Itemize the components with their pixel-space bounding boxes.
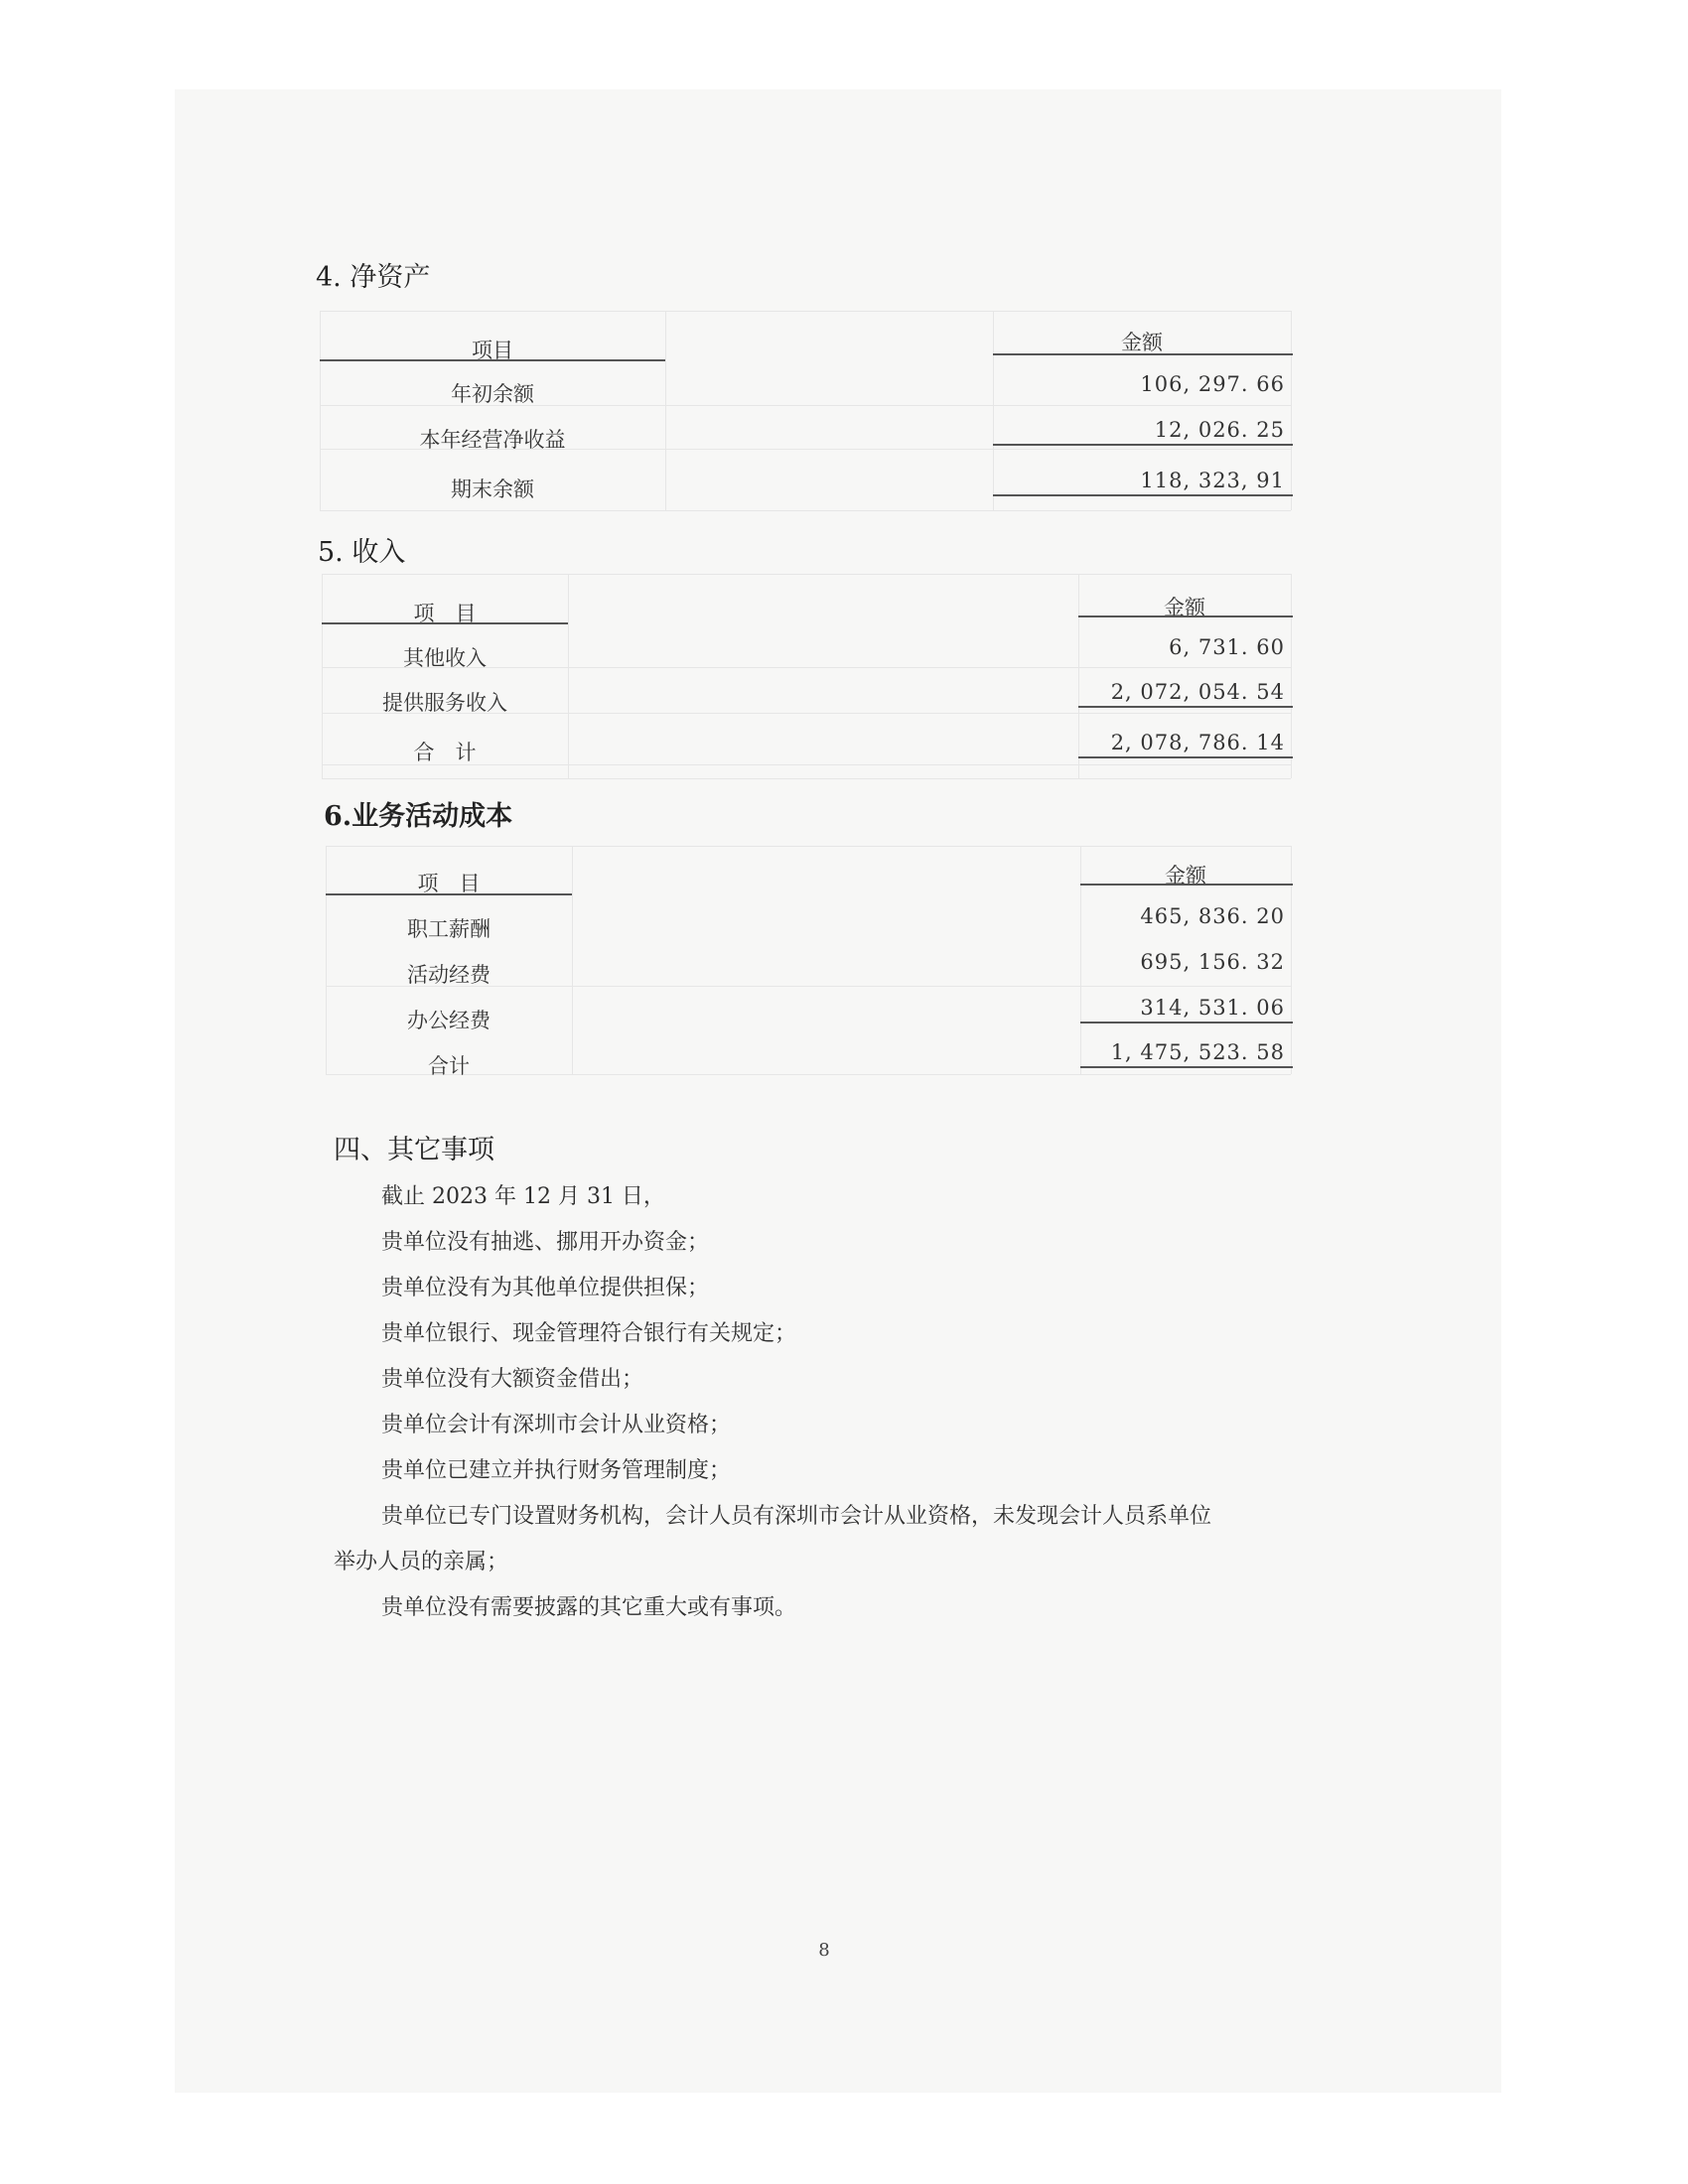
- paragraph-line: 贵单位没有大额资金借出；: [381, 1367, 644, 1392]
- header-underline: [1080, 884, 1293, 886]
- table-grid-line: [1291, 311, 1292, 510]
- total-underline: [1080, 1066, 1293, 1068]
- table-row-item: 合 计: [413, 741, 477, 764]
- table-row-amount: 695, 156. 32: [1140, 950, 1285, 974]
- subtotal-underline: [1078, 706, 1293, 708]
- table-grid-line: [568, 574, 569, 778]
- column-header-amount: 金额: [1121, 331, 1163, 354]
- section-title-cost: 6.业务活动成本: [324, 801, 513, 832]
- table-grid-line: [326, 846, 1291, 847]
- table-grid-line: [320, 311, 1291, 312]
- table-row-item: 职工薪酬: [407, 917, 491, 941]
- table-row-item: 办公经费: [407, 1009, 491, 1032]
- table-row-amount: 12, 026. 25: [1154, 418, 1285, 442]
- paragraph-line: 截止 2023 年 12 月 31 日，: [381, 1184, 665, 1209]
- paragraph-line: 贵单位没有需要披露的其它重大或有事项。: [381, 1595, 797, 1620]
- section-title-income: 5. 收入: [318, 537, 406, 568]
- table-grid-line: [1291, 574, 1292, 778]
- table-row-amount: 2, 072, 054. 54: [1110, 680, 1285, 704]
- table-grid-line: [1291, 846, 1292, 1074]
- paragraph-line: 贵单位没有为其他单位提供担保；: [381, 1276, 710, 1300]
- column-header-item: 项目: [472, 339, 513, 362]
- column-header-amount: 金额: [1164, 596, 1205, 619]
- header-underline: [320, 359, 665, 361]
- column-header-amount: 金额: [1165, 864, 1206, 887]
- total-underline: [993, 494, 1293, 496]
- table-row-item: 本年经营净收益: [419, 428, 566, 452]
- header-underline: [326, 893, 572, 895]
- table-row-amount: 6, 731. 60: [1169, 635, 1285, 659]
- subtotal-underline: [1080, 1022, 1293, 1024]
- table-row-amount: 465, 836. 20: [1140, 904, 1285, 928]
- table-row-amount: 1, 475, 523. 58: [1110, 1040, 1285, 1064]
- section-title-net-assets: 4. 净资产: [316, 262, 431, 293]
- section-title-other-matters: 四、其它事项: [334, 1135, 494, 1165]
- table-grid-line: [322, 778, 1291, 779]
- header-underline: [322, 622, 568, 624]
- paragraph-line: 贵单位没有抽逃、挪用开办资金；: [381, 1230, 710, 1255]
- paragraph-line: 贵单位银行、现金管理符合银行有关规定；: [381, 1321, 797, 1346]
- page-number: 8: [818, 1940, 830, 1961]
- table-row-item: 提供服务收入: [382, 691, 507, 715]
- table-grid-line: [572, 846, 573, 1074]
- table-grid-line: [322, 574, 1291, 575]
- paragraph-line: 贵单位已专门设置财务机构，会计人员有深圳市会计从业资格，未发现会计人员系单位: [381, 1504, 1212, 1529]
- paragraph-line: 举办人员的亲属；: [334, 1550, 509, 1574]
- subtotal-underline: [993, 444, 1293, 446]
- paragraph-line: 贵单位会计有深圳市会计从业资格；: [381, 1413, 732, 1437]
- total-underline: [1078, 756, 1293, 758]
- table-row-item: 期末余额: [451, 478, 534, 501]
- table-row-amount: 2, 078, 786. 14: [1110, 731, 1285, 754]
- table-grid-line: [665, 311, 666, 510]
- header-underline: [993, 353, 1293, 355]
- column-header-item: 项 目: [417, 872, 481, 895]
- paragraph-line: 贵单位已建立并执行财务管理制度；: [381, 1458, 732, 1483]
- table-row-item: 年初余额: [451, 382, 534, 406]
- column-header-item: 项 目: [413, 602, 477, 625]
- table-row-amount: 106, 297. 66: [1140, 372, 1285, 396]
- table-row-item: 活动经费: [407, 963, 491, 987]
- header-underline: [1078, 615, 1293, 617]
- table-row-item: 其他收入: [403, 646, 487, 670]
- table-row-amount: 118, 323, 91: [1140, 469, 1285, 492]
- table-row-amount: 314, 531. 06: [1140, 996, 1285, 1020]
- table-row-item: 合计: [428, 1054, 470, 1078]
- table-grid-line: [320, 510, 1291, 511]
